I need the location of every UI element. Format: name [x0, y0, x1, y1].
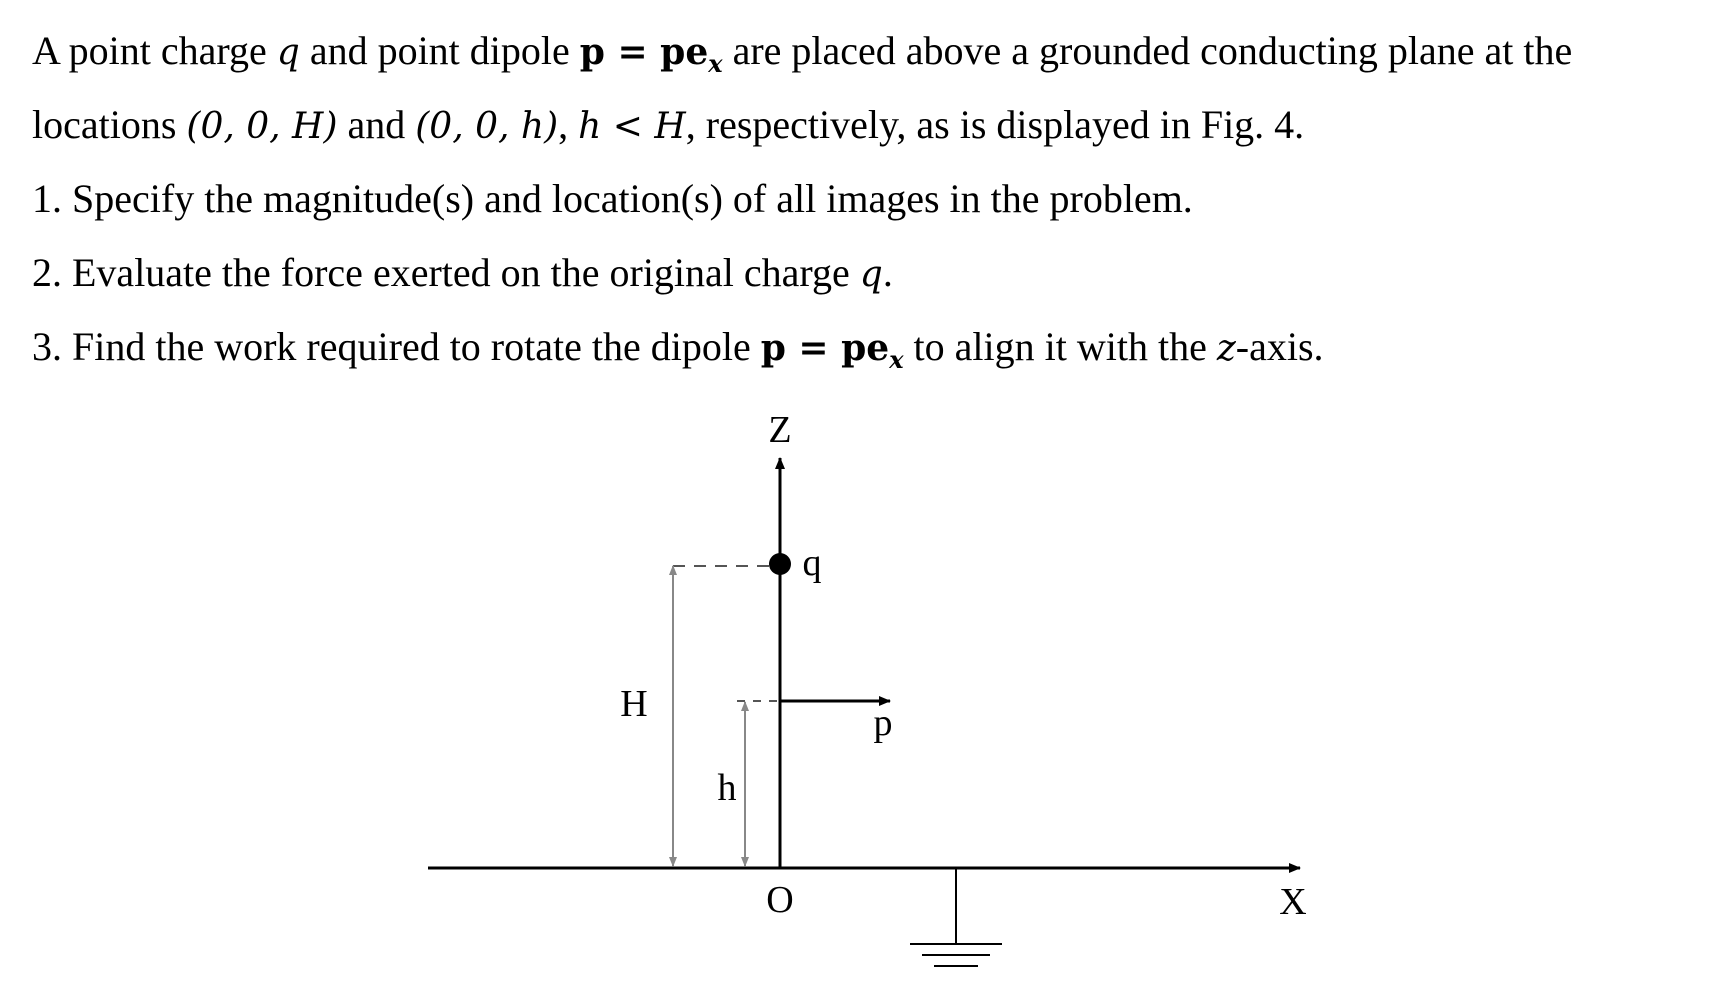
H-label: H	[620, 683, 648, 725]
dipole-subscript: x	[708, 49, 723, 78]
charge-label: q	[802, 542, 822, 584]
item-1-text: 1. Specify the magnitude(s) and location(s) of all images in the problem.	[32, 176, 1193, 221]
h-label: h	[717, 767, 737, 809]
dipole-label: p	[873, 702, 893, 744]
intro-text: , respectively, as is displayed in Fig. 4.	[685, 102, 1305, 147]
dipole-location: (0, 0, h)	[415, 106, 559, 147]
symbol-q: q	[276, 32, 300, 73]
intro-text: are placed above a grounded conducting plane at the	[722, 28, 1573, 73]
intro-text: and point dipole	[299, 28, 580, 73]
symbol-q: q	[859, 254, 883, 295]
intro-text: and	[337, 102, 416, 147]
origin-label: O	[766, 879, 794, 921]
intro-text: A point charge	[32, 28, 277, 73]
intro-text: locations	[32, 102, 187, 147]
dipole-expression: p = pe	[579, 31, 709, 73]
dipole-subscript: x	[889, 345, 904, 374]
item-2-text: .	[882, 250, 893, 295]
charge-location: (0, 0, H)	[186, 106, 338, 147]
item-3-text: -axis.	[1235, 324, 1324, 369]
dipole-expression: p = pe	[760, 327, 890, 369]
intro-text: ,	[558, 102, 579, 147]
item-2-text: 2. Evaluate the force exerted on the original charge	[32, 250, 860, 295]
z-axis-label: Z	[768, 409, 792, 451]
height-condition: h < H	[578, 106, 686, 147]
item-3-text: 3. Find the work required to rotate the dipole	[32, 324, 761, 369]
ground-icon	[910, 868, 1002, 966]
symbol-z: z	[1216, 328, 1236, 369]
point-charge	[769, 553, 791, 575]
item-3-text: to align it with the	[903, 324, 1217, 369]
x-axis-label: X	[1279, 881, 1307, 923]
